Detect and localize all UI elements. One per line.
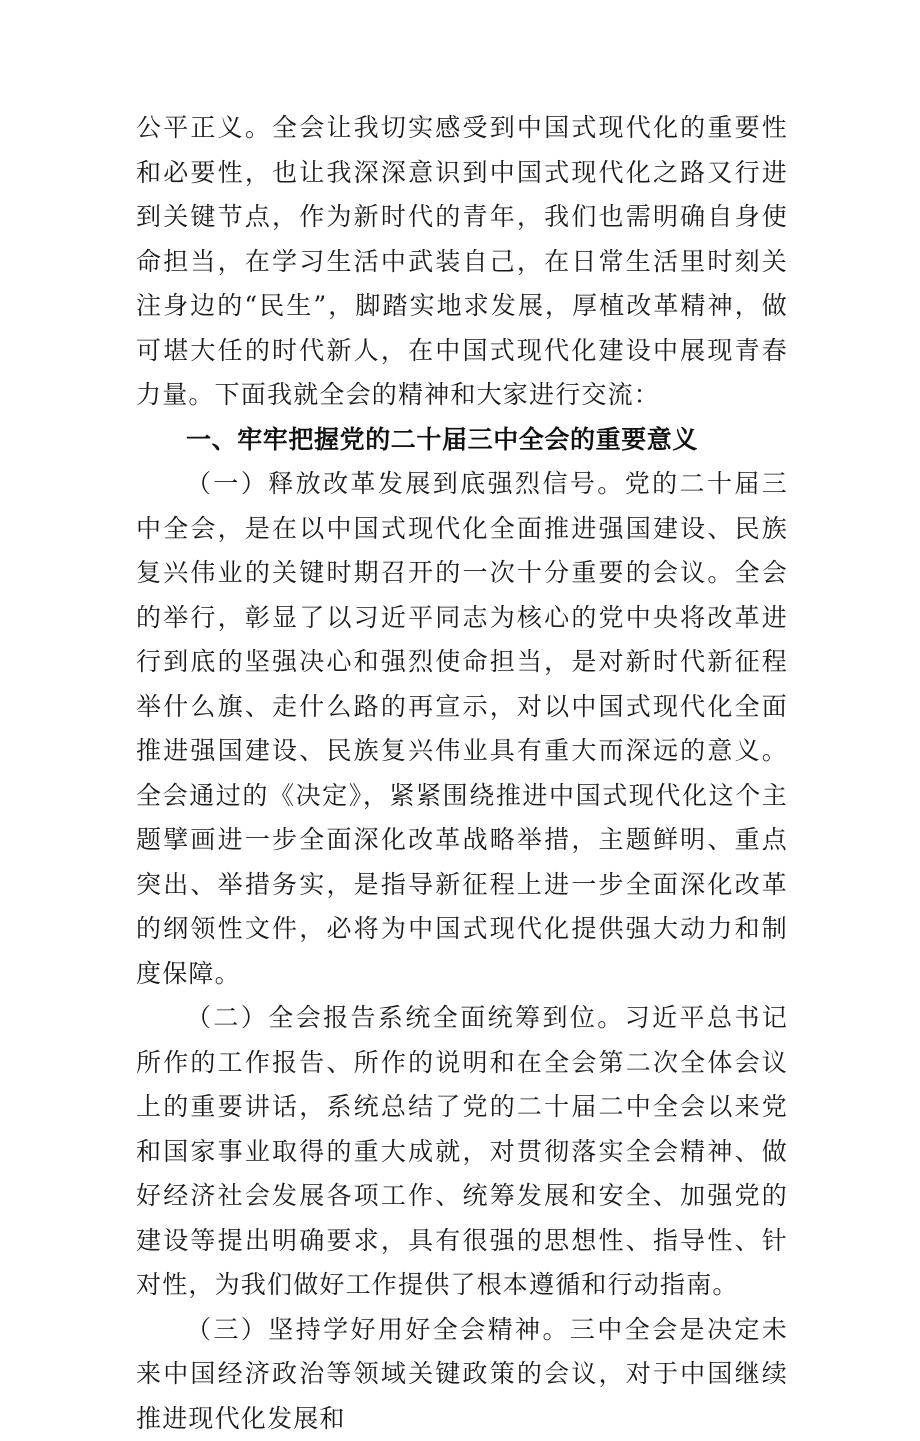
paragraph-section-3: （三）坚持学好用好全会精神。三中全会是决定未来中国经济政治等领域关键政策的会议，对于中国继续推进现代化发展和 (136, 1308, 788, 1441)
document-body (136, 106, 788, 1441)
paragraph-intro: 公平正义。全会让我切实感受到中国式现代化的重要性和必要性，也让我深深意识到中国式现代化之路又行进到关键节点，作为新时代的青年，我们也需明确自身使命担当，在学习生活中武装自己，在日常生活里时刻关注身边的“民生”，脚踏实地求发展，厚植改革精神，做可堪大任的时代新人，在中国式现代化建设中展现青春力量。下面我就全会的精神和大家进行交流： (136, 106, 788, 418)
paragraph-section-1: （一）释放改革发展到底强烈信号。党的二十届三中全会，是在以中国式现代化全面推进强国建设、民族复兴伟业的关键时期召开的一次十分重要的会议。全会的举行，彰显了以习近平同志为核心的党中央将改革进行到底的坚强决心和强烈使命担当，是对新时代新征程举什么旗、走什么路的再宣示，对以中国式现代化全面推进强国建设、民族复兴伟业具有重大而深远的意义。全会通过的《决定》，紧紧围绕推进中国式现代化这个主题擘画进一步全面深化改革战略举措，主题鲜明、重点突出、举措务实，是指导新征程上进一步全面深化改革的纲领性文件，必将为中国式现代化提供强大动力和制度保障。 (136, 462, 788, 996)
section-heading-1: 一、牢牢把握党的二十届三中全会的重要意义 (136, 418, 788, 463)
paragraph-section-2: （二）全会报告系统全面统筹到位。习近平总书记所作的工作报告、所作的说明和在全会第二次全体会议上的重要讲话，系统总结了党的二十届二中全会以来党和国家事业取得的重大成就，对贯彻落实全会精神、做好经济社会发展各项工作、统筹发展和安全、加强党的建设等提出明确要求，具有很强的思想性、指导性、针对性，为我们做好工作提供了根本遵循和行动指南。 (136, 996, 788, 1308)
